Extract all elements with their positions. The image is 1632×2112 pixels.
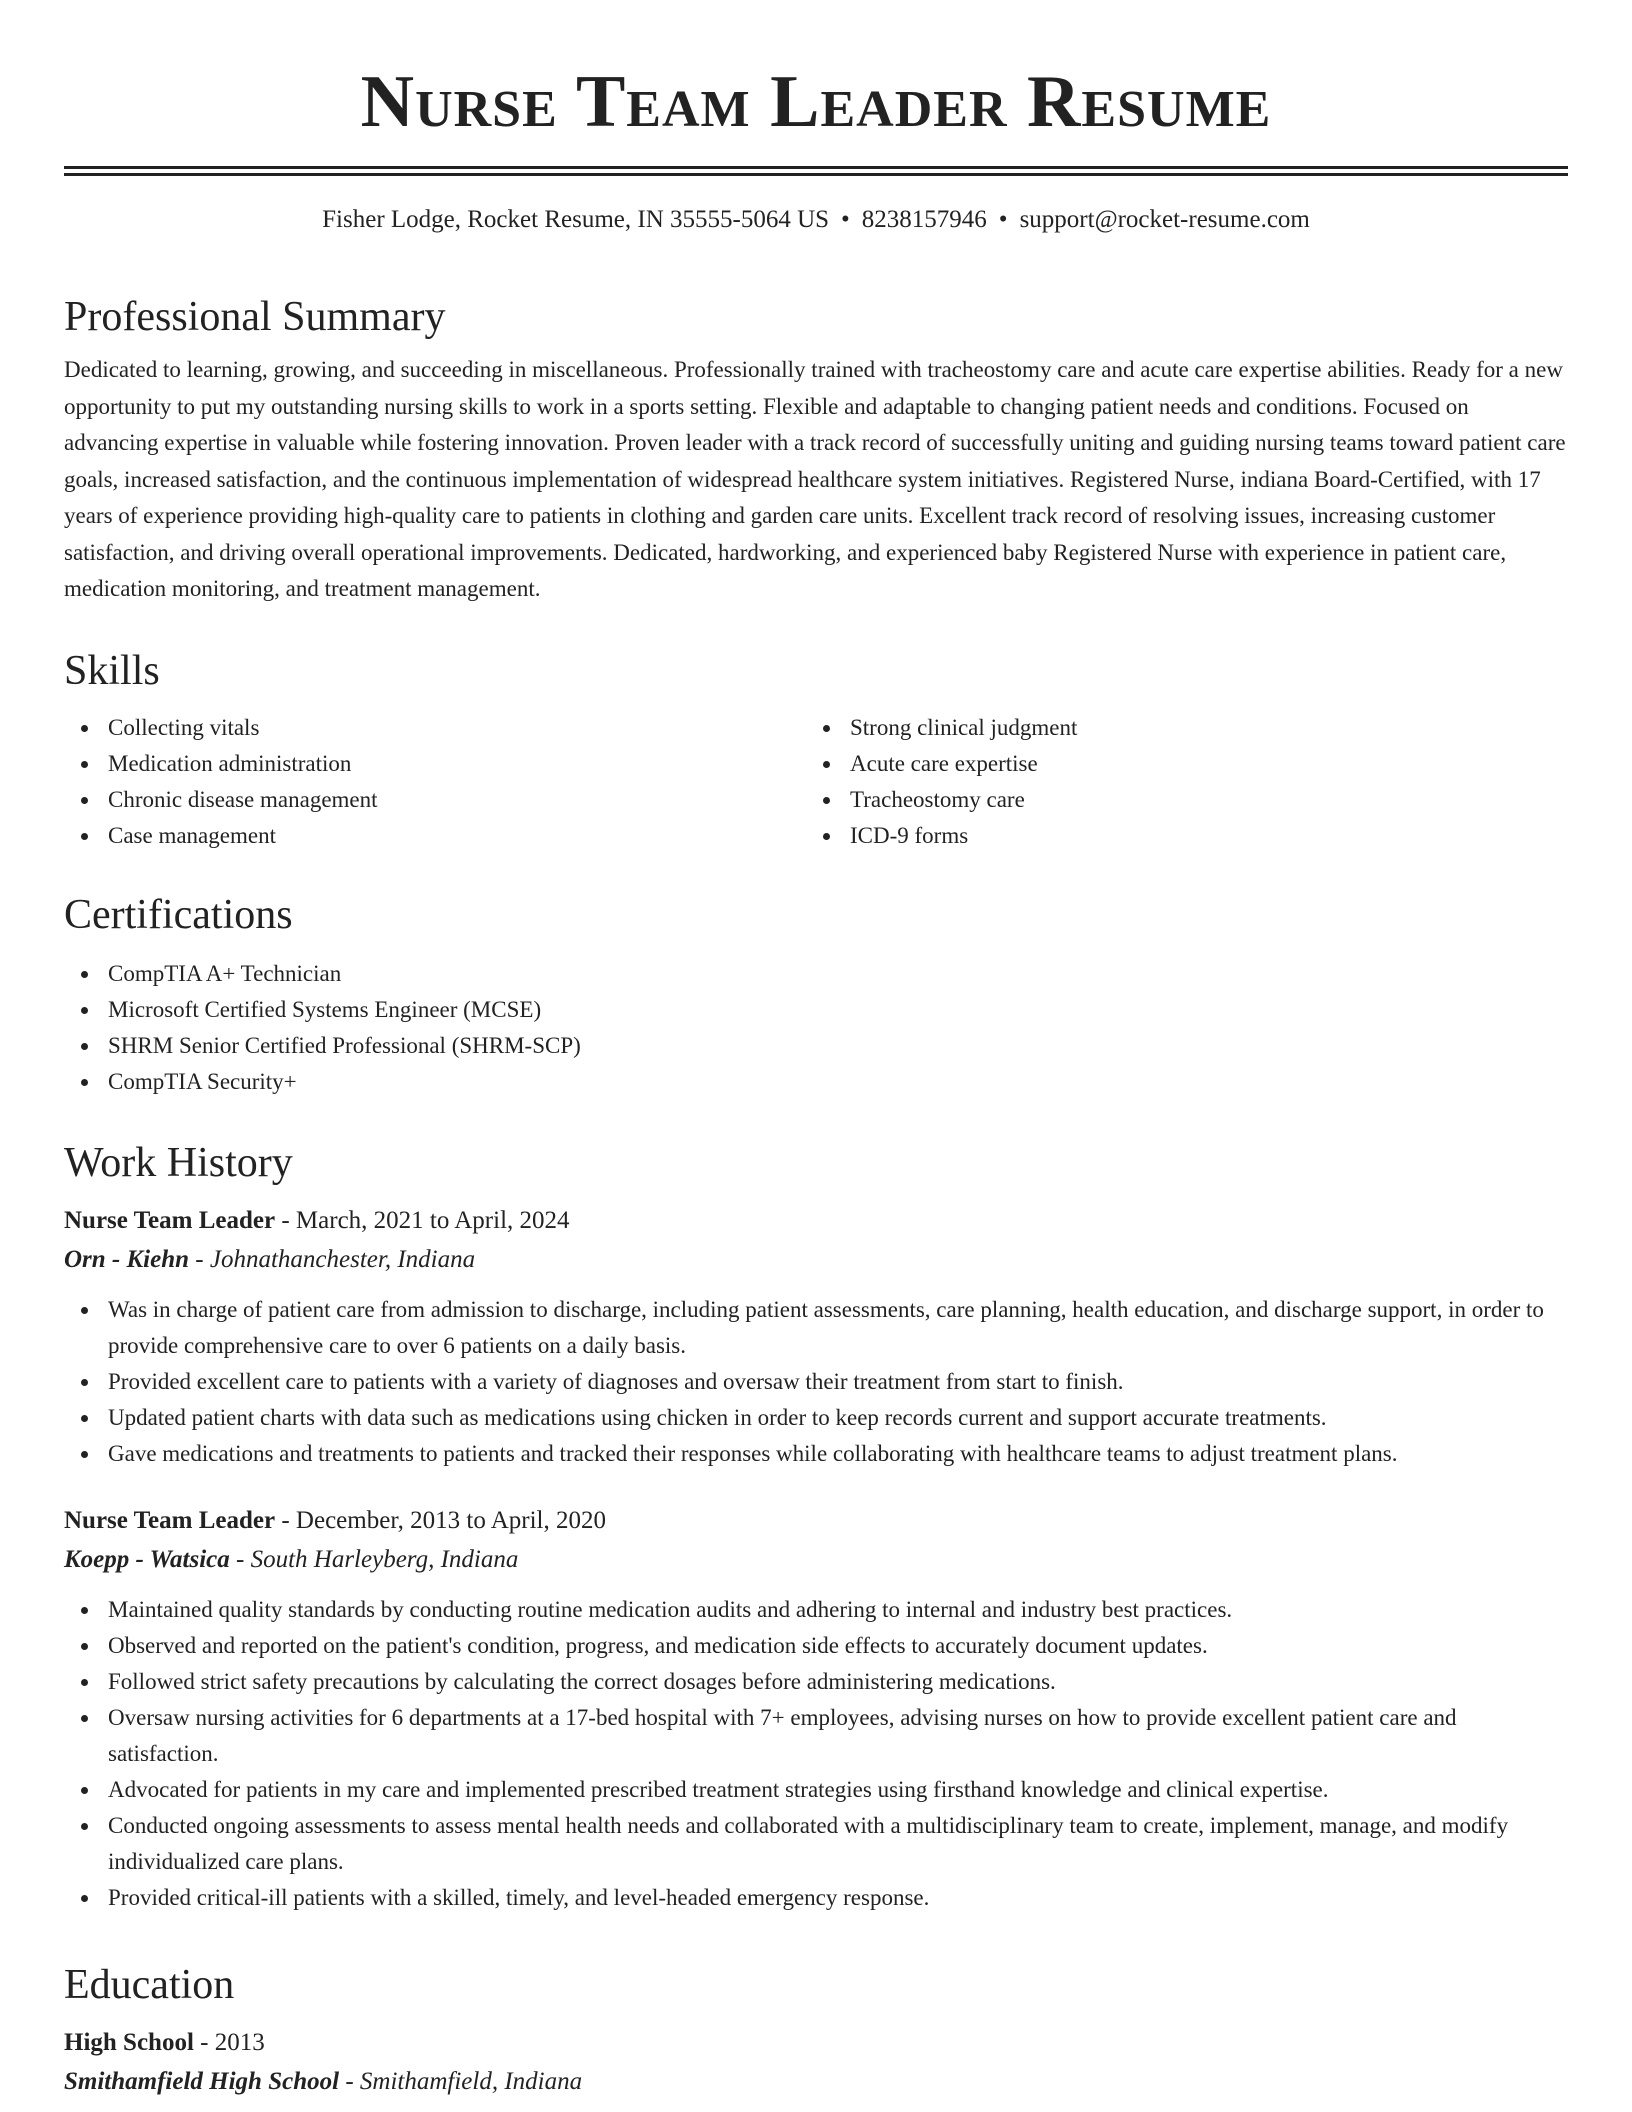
school-line <box>64 2062 1568 2102</box>
degree-line <box>64 2024 1568 2062</box>
skills-grid <box>64 710 1568 854</box>
school-location: - Smithamfield, Indiana <box>339 2068 583 2095</box>
work-history-section <box>64 1138 1568 1916</box>
job-dates: - March, 2021 to April, 2024 <box>275 1207 570 1234</box>
skills-heading: Skills <box>64 648 160 694</box>
resume-page <box>64 0 1568 2095</box>
skill-item: Chronic disease management <box>64 782 806 818</box>
skills-list-left <box>64 710 806 854</box>
contact-separator: • <box>998 206 1008 233</box>
skill-item: Acute care expertise <box>806 746 1548 782</box>
job-entry <box>64 1202 1568 1472</box>
company-location: - South Harleyberg, Indiana <box>229 1546 519 1573</box>
summary-section <box>64 292 1568 608</box>
skill-item: Case management <box>64 818 806 854</box>
job-title-line <box>64 1502 1568 1540</box>
company-name: Orn - Kiehn <box>64 1246 190 1273</box>
certifications-heading: Certifications <box>64 892 293 938</box>
job-bullets <box>64 1292 1568 1472</box>
certification-item: Microsoft Certified Systems Engineer (MCSE) <box>64 992 1568 1028</box>
contact-line <box>64 204 1568 236</box>
job-entry <box>64 1502 1568 1916</box>
company-line <box>64 1540 1568 1580</box>
summary-text: Dedicated to learning, growing, and succeeding in miscellaneous. Professionally trained with tracheostomy care and acute care expertise abilities. Ready for a new opportunity to put my outstanding nursing skills to work in a sports setting. Flexible and adaptable to changing patient needs and conditions. Focused on advancing expertise in valuable while fostering innovation. Proven leader with a track record of successfully uniting and guiding nursing teams toward patient care goals, increased satisfaction, and the continuous implementation of widespread healthcare system initiatives. Registered Nurse, indiana Board-Certified, with 17 years of experience providing high-quality care to patients in clothing and garden care units. Excellent track record of resolving issues, increasing customer satisfaction, and driving overall operational improvements. Dedicated, hardworking, and experienced baby Registered Nurse with experience in patient care, medication monitoring, and treatment management. <box>64 357 1566 601</box>
contact-address: Fisher Lodge, Rocket Resume, IN 35555-5064 US <box>322 206 830 233</box>
skill-item: Collecting vitals <box>64 710 806 746</box>
education-section <box>64 1960 1568 2102</box>
skill-item: Strong clinical judgment <box>806 710 1548 746</box>
school-name: Smithamfield High School <box>64 2068 340 2095</box>
job-bullet: Advocated for patients in my care and implemented prescribed treatment strategies using firsthand knowledge and clinical expertise. <box>64 1772 1568 1808</box>
job-title: Nurse Team Leader <box>64 1507 276 1534</box>
job-bullet: Was in charge of patient care from admission to discharge, including patient assessments, care planning, health education, and discharge support, in order to provide comprehensive care to over 6 patients on a daily basis. <box>64 1292 1568 1364</box>
company-name: Koepp - Watsica <box>64 1546 230 1573</box>
work-history-heading: Work History <box>64 1140 293 1186</box>
job-title: Nurse Team Leader <box>64 1207 276 1234</box>
job-bullet: Oversaw nursing activities for 6 departments at a 17-bed hospital with 7+ employees, advising nurses on how to provide excellent patient care and satisfaction. <box>64 1700 1568 1772</box>
title-divider <box>64 166 1568 176</box>
resume-title: Nurse Team Leader Resume <box>360 61 1272 143</box>
job-bullet: Conducted ongoing assessments to assess mental health needs and collaborated with a multidisciplinary team to create, implement, manage, and modify individualized care plans. <box>64 1808 1568 1880</box>
contact-separator: • <box>841 206 850 233</box>
company-location: - Johnathanchester, Indiana <box>189 1246 476 1273</box>
contact-phone: 8238157946 <box>861 206 987 233</box>
job-bullet: Gave medications and treatments to patients and tracked their responses while collaborating with healthcare teams to adjust treatment plans. <box>64 1436 1568 1472</box>
skills-section <box>64 646 1568 854</box>
certification-item: CompTIA Security+ <box>64 1064 1568 1100</box>
contact-email[interactable]: support@rocket-resume.com <box>1019 206 1310 233</box>
skill-item: Tracheostomy care <box>806 782 1548 818</box>
skill-item: ICD-9 forms <box>806 818 1548 854</box>
certification-item: CompTIA A+ Technician <box>64 956 1568 992</box>
skills-list-right <box>806 710 1548 854</box>
job-bullet: Followed strict safety precautions by calculating the correct dosages before administering medications. <box>64 1664 1568 1700</box>
certifications-list <box>64 956 1568 1100</box>
job-bullets <box>64 1592 1568 1916</box>
graduation-year: - 2013 <box>193 2029 265 2056</box>
degree: High School <box>64 2029 194 2056</box>
education-heading: Education <box>64 1962 235 2008</box>
job-bullet: Provided excellent care to patients with a variety of diagnoses and oversaw their treatment from start to finish. <box>64 1364 1568 1400</box>
job-dates: - December, 2013 to April, 2020 <box>275 1507 606 1534</box>
certification-item: SHRM Senior Certified Professional (SHRM-SCP) <box>64 1028 1568 1064</box>
skill-item: Medication administration <box>64 746 806 782</box>
company-line <box>64 1240 1568 1280</box>
job-bullet: Maintained quality standards by conducting routine medication audits and adhering to internal and industry best practices. <box>64 1592 1568 1628</box>
job-bullet: Provided critical-ill patients with a skilled, timely, and level-headed emergency response. <box>64 1880 1568 1916</box>
job-title-line <box>64 1202 1568 1240</box>
summary-heading: Professional Summary <box>64 294 446 340</box>
certifications-section <box>64 890 1568 1100</box>
job-bullet: Observed and reported on the patient's condition, progress, and medication side effects to accurately document updates. <box>64 1628 1568 1664</box>
job-bullet: Updated patient charts with data such as medications using chicken in order to keep records current and support accurate treatments. <box>64 1400 1568 1436</box>
